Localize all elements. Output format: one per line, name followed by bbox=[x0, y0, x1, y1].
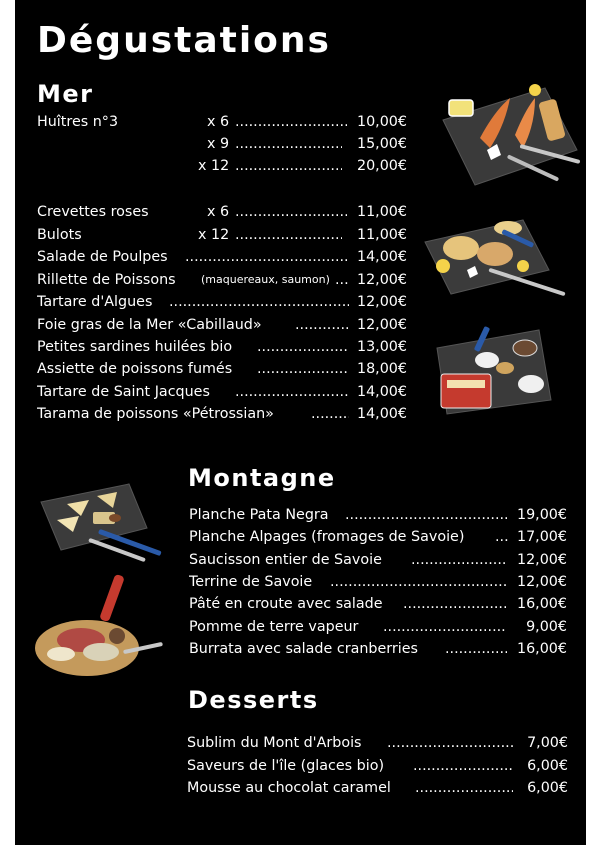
section-desserts-heading: Desserts bbox=[188, 686, 319, 714]
item-label: Assiette de poissons fumés bbox=[37, 361, 233, 377]
menu-item-huitres-6 bbox=[37, 112, 407, 132]
item-price: 9,00€ bbox=[526, 619, 567, 635]
item-price: 17,00€ bbox=[516, 529, 567, 545]
section-montagne-heading: Montagne bbox=[188, 464, 336, 492]
leader-dots bbox=[411, 550, 507, 570]
item-label: Saveurs de l'île (glaces bio) bbox=[187, 758, 385, 774]
menu-page bbox=[15, 0, 586, 845]
menu-item-huitres-12 bbox=[37, 156, 407, 176]
item-quantity: x 9 bbox=[207, 136, 230, 152]
menu-item-bulots bbox=[37, 225, 407, 245]
item-label: Tartare d'Algues bbox=[37, 294, 153, 310]
leader-dots bbox=[330, 572, 507, 592]
item-label: Foie gras de la Mer «Cabillaud» bbox=[37, 317, 262, 333]
item-price: 16,00€ bbox=[516, 596, 567, 612]
leader-dots bbox=[235, 156, 342, 176]
item-price: 6,00€ bbox=[527, 758, 568, 774]
item-label: Tarama de poissons «Pétrossian» bbox=[37, 406, 274, 422]
menu-item bbox=[37, 337, 407, 357]
item-price: 14,00€ bbox=[356, 249, 407, 265]
item-label: Petites sardines huilées bio bbox=[37, 339, 233, 355]
leader-dots bbox=[335, 270, 349, 290]
item-price: 6,00€ bbox=[527, 780, 568, 796]
leader-dots bbox=[235, 382, 349, 402]
leader-dots bbox=[403, 594, 507, 614]
menu-item bbox=[187, 756, 568, 776]
menu-item bbox=[189, 594, 567, 614]
leader-dots bbox=[387, 733, 513, 753]
sardine-tin-plate-icon bbox=[435, 318, 555, 418]
menu-item bbox=[37, 247, 407, 267]
item-quantity: x 6 bbox=[207, 204, 230, 220]
item-price: 11,00€ bbox=[356, 204, 407, 220]
menu-item bbox=[189, 550, 567, 570]
item-label: Salade de Poulpes bbox=[37, 249, 168, 265]
menu-item-crevettes bbox=[37, 202, 407, 222]
item-price: 14,00€ bbox=[356, 406, 407, 422]
leader-dots bbox=[413, 756, 513, 776]
item-quantity: x 6 bbox=[207, 114, 230, 130]
charcuterie-board-icon bbox=[31, 570, 163, 682]
menu-item bbox=[37, 404, 407, 424]
leader-dots bbox=[311, 404, 349, 424]
leader-dots bbox=[185, 247, 347, 267]
menu-item bbox=[187, 778, 568, 798]
menu-item bbox=[189, 527, 567, 547]
item-label: Huîtres n°3 bbox=[37, 114, 119, 130]
item-note: (maquereaux, saumon) bbox=[201, 273, 330, 286]
leader-dots bbox=[257, 359, 349, 379]
item-price: 13,00€ bbox=[356, 339, 407, 355]
leader-dots bbox=[383, 617, 505, 637]
leader-dots bbox=[415, 778, 513, 798]
item-price: 7,00€ bbox=[527, 735, 568, 751]
menu-item bbox=[37, 292, 407, 312]
leader-dots bbox=[295, 315, 349, 335]
leader-dots bbox=[445, 639, 507, 659]
item-label: Pâté en croute avec salade bbox=[189, 596, 383, 612]
item-price: 18,00€ bbox=[356, 361, 407, 377]
leader-dots bbox=[169, 292, 349, 312]
item-label: Rillette de Poissons bbox=[37, 272, 176, 288]
leader-dots bbox=[235, 202, 347, 222]
item-quantity: x 12 bbox=[198, 158, 230, 174]
leader-dots bbox=[235, 112, 347, 132]
cheese-board-icon bbox=[37, 478, 163, 570]
item-quantity: x 12 bbox=[198, 227, 230, 243]
item-price: 12,00€ bbox=[516, 552, 567, 568]
item-label: Sublim du Mont d'Arbois bbox=[187, 735, 362, 751]
item-label: Crevettes roses bbox=[37, 204, 149, 220]
menu-item bbox=[189, 639, 567, 659]
item-price: 16,00€ bbox=[516, 641, 567, 657]
item-label: Planche Alpages (fromages de Savoie) bbox=[189, 529, 465, 545]
item-label: Saucisson entier de Savoie bbox=[189, 552, 382, 568]
seafood-plate-icon bbox=[435, 80, 585, 202]
menu-item bbox=[187, 733, 568, 753]
item-label: Terrine de Savoie bbox=[189, 574, 313, 590]
section-mer-heading: Mer bbox=[37, 80, 94, 108]
menu-title: Dégustations bbox=[37, 20, 331, 61]
item-price: 12,00€ bbox=[516, 574, 567, 590]
fish-spread-plate-icon bbox=[423, 214, 575, 308]
item-price: 20,00€ bbox=[356, 158, 407, 174]
leader-dots bbox=[235, 134, 342, 154]
item-price: 15,00€ bbox=[356, 136, 407, 152]
item-label: Planche Pata Negra bbox=[189, 507, 329, 523]
leader-dots bbox=[235, 225, 342, 245]
item-price: 14,00€ bbox=[356, 384, 407, 400]
menu-item bbox=[37, 270, 407, 290]
leader-dots bbox=[257, 337, 349, 357]
item-price: 19,00€ bbox=[516, 507, 567, 523]
item-label: Tartare de Saint Jacques bbox=[37, 384, 210, 400]
menu-item-huitres-9 bbox=[37, 134, 407, 154]
leader-dots bbox=[345, 505, 507, 525]
item-label: Burrata avec salade cranberries bbox=[189, 641, 418, 657]
menu-item bbox=[37, 315, 407, 335]
item-label: Bulots bbox=[37, 227, 82, 243]
leader-dots bbox=[495, 527, 509, 547]
item-label: Mousse au chocolat caramel bbox=[187, 780, 391, 796]
menu-item bbox=[189, 617, 567, 637]
item-price: 12,00€ bbox=[356, 317, 407, 333]
menu-item bbox=[189, 505, 567, 525]
menu-item bbox=[189, 572, 567, 592]
item-label: Pomme de terre vapeur bbox=[189, 619, 359, 635]
item-price: 12,00€ bbox=[356, 294, 407, 310]
item-price: 10,00€ bbox=[356, 114, 407, 130]
item-price: 12,00€ bbox=[356, 272, 407, 288]
menu-item bbox=[37, 359, 407, 379]
item-price: 11,00€ bbox=[356, 227, 407, 243]
menu-item bbox=[37, 382, 407, 402]
